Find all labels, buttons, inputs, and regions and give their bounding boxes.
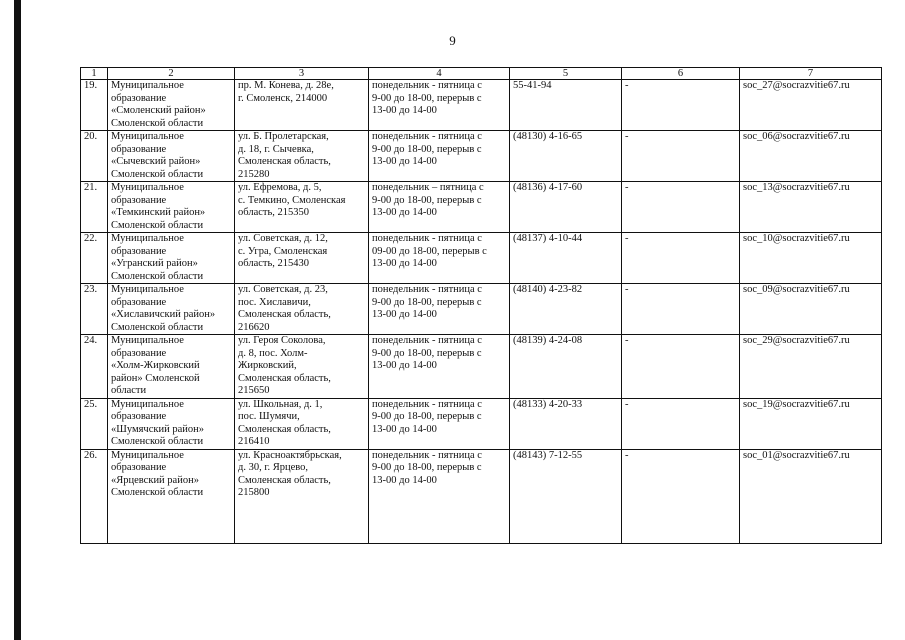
address-line: пос. Хиславичи, bbox=[238, 296, 311, 308]
table-row bbox=[81, 449, 882, 543]
address-line: ул. Советская, д. 12, bbox=[238, 233, 328, 244]
org-line: Муниципальное bbox=[111, 284, 184, 295]
hours-line: понедельник - пятница с bbox=[372, 80, 482, 91]
org-line: «Ярцевский район» bbox=[111, 474, 199, 486]
address-line: д. 30, г. Ярцево, bbox=[238, 462, 309, 473]
phone-cell: (48137) 4-10-44 bbox=[510, 233, 622, 284]
hours-cell bbox=[369, 80, 510, 131]
org-line: образование bbox=[111, 92, 167, 104]
address-cell bbox=[235, 335, 369, 399]
phone-cell: (48130) 4-16-65 bbox=[510, 131, 622, 182]
row-number-cell: 25. bbox=[81, 398, 108, 449]
hours-line: 13-00 до 14-00 bbox=[372, 309, 437, 320]
table-row bbox=[81, 80, 882, 131]
table-row bbox=[81, 284, 882, 335]
hours-line: понедельник - пятница с bbox=[372, 449, 482, 461]
table-row bbox=[81, 131, 882, 182]
hours-cell bbox=[369, 335, 510, 399]
hours-line: 09-00 до 18-00, перерыв с bbox=[372, 245, 487, 257]
org-line: Смоленской области bbox=[111, 321, 204, 333]
email-cell: soc_19@socrazvitie67.ru bbox=[740, 398, 882, 449]
org-cell bbox=[108, 182, 235, 233]
table-row bbox=[81, 398, 882, 449]
table-row bbox=[81, 335, 882, 399]
header-cell-7: 7 bbox=[740, 68, 882, 80]
hours-line: 13-00 до 14-00 bbox=[372, 105, 437, 116]
address-cell bbox=[235, 233, 369, 284]
address-line: Смоленская область, bbox=[238, 474, 331, 486]
hours-line: 13-00 до 14-00 bbox=[372, 360, 437, 371]
phone-cell: 55-41-94 bbox=[510, 80, 622, 131]
org-line: Смоленской области bbox=[111, 436, 204, 447]
org-line: «Угранский район» bbox=[111, 258, 198, 269]
contacts-table bbox=[80, 67, 882, 544]
address-line: д. 18, г. Сычевка, bbox=[238, 143, 314, 155]
column-6-cell: - bbox=[622, 449, 740, 543]
address-line: ул. Ефремова, д. 5, bbox=[238, 182, 322, 193]
hours-line: 9-00 до 18-00, перерыв с bbox=[372, 92, 482, 104]
address-line: 215800 bbox=[238, 487, 270, 498]
org-line: «Темкинский район» bbox=[111, 207, 206, 218]
address-line: Смоленская область, bbox=[238, 372, 331, 384]
org-line: «Шумячский район» bbox=[111, 423, 204, 435]
org-line: образование bbox=[111, 462, 167, 473]
row-number-cell: 22. bbox=[81, 233, 108, 284]
email-cell: soc_06@socrazvitie67.ru bbox=[740, 131, 882, 182]
org-cell bbox=[108, 398, 235, 449]
org-line: Смоленской области bbox=[111, 117, 204, 129]
row-number-cell: 20. bbox=[81, 131, 108, 182]
hours-line: понедельник - пятница с bbox=[372, 233, 482, 244]
hours-line: 13-00 до 14-00 bbox=[372, 474, 437, 486]
org-cell bbox=[108, 80, 235, 131]
email-cell: soc_09@socrazvitie67.ru bbox=[740, 284, 882, 335]
org-line: Муниципальное bbox=[111, 335, 184, 346]
hours-line: 13-00 до 14-00 bbox=[372, 423, 437, 435]
header-cell-2: 2 bbox=[108, 68, 235, 80]
address-cell bbox=[235, 284, 369, 335]
phone-cell: (48136) 4-17-60 bbox=[510, 182, 622, 233]
org-cell bbox=[108, 233, 235, 284]
org-cell bbox=[108, 284, 235, 335]
address-line: г. Смоленск, 214000 bbox=[238, 92, 328, 104]
org-line: Смоленской области bbox=[111, 219, 204, 231]
org-line: «Смоленский район» bbox=[111, 105, 206, 116]
address-cell bbox=[235, 449, 369, 543]
phone-cell: (48139) 4-24-08 bbox=[510, 335, 622, 399]
org-line: образование bbox=[111, 194, 167, 206]
hours-line: 9-00 до 18-00, перерыв с bbox=[372, 143, 482, 155]
hours-line: 13-00 до 14-00 bbox=[372, 258, 437, 269]
address-line: пр. М. Конева, д. 28е, bbox=[238, 80, 334, 91]
column-6-cell: - bbox=[622, 335, 740, 399]
email-cell: soc_27@socrazvitie67.ru bbox=[740, 80, 882, 131]
hours-cell bbox=[369, 398, 510, 449]
org-line: образование bbox=[111, 245, 167, 257]
hours-line: 9-00 до 18-00, перерыв с bbox=[372, 347, 482, 359]
org-line: образование bbox=[111, 296, 167, 308]
row-number-cell: 19. bbox=[81, 80, 108, 131]
header-cell-3: 3 bbox=[235, 68, 369, 80]
header-cell-6: 6 bbox=[622, 68, 740, 80]
email-cell: soc_13@socrazvitie67.ru bbox=[740, 182, 882, 233]
address-cell bbox=[235, 398, 369, 449]
page-edge-shadow bbox=[14, 0, 21, 640]
org-line: Смоленской области bbox=[111, 168, 204, 180]
org-line: Муниципальное bbox=[111, 449, 184, 461]
hours-cell bbox=[369, 284, 510, 335]
org-line: район» Смоленской bbox=[111, 372, 200, 384]
org-line: Муниципальное bbox=[111, 398, 184, 410]
hours-line: 9-00 до 18-00, перерыв с bbox=[372, 296, 482, 308]
hours-cell bbox=[369, 182, 510, 233]
phone-cell: (48133) 4-20-33 bbox=[510, 398, 622, 449]
hours-line: 9-00 до 18-00, перерыв с bbox=[372, 462, 482, 473]
address-line: 216410 bbox=[238, 436, 270, 447]
column-6-cell: - bbox=[622, 398, 740, 449]
address-line: Смоленская область, bbox=[238, 309, 331, 320]
address-line: с. Угра, Смоленская bbox=[238, 245, 328, 257]
org-line: образование bbox=[111, 411, 167, 422]
email-cell: soc_01@socrazvitie67.ru bbox=[740, 449, 882, 543]
column-6-cell: - bbox=[622, 182, 740, 233]
org-line: области bbox=[111, 385, 147, 396]
hours-line: понедельник - пятница с bbox=[372, 131, 482, 142]
org-line: образование bbox=[111, 347, 167, 359]
address-line: Смоленская область, bbox=[238, 423, 331, 435]
org-line: Муниципальное bbox=[111, 182, 184, 193]
table-row bbox=[81, 182, 882, 233]
hours-line: понедельник - пятница с bbox=[372, 335, 482, 346]
address-line: область, 215350 bbox=[238, 207, 310, 218]
hours-cell bbox=[369, 449, 510, 543]
address-line: с. Темкино, Смоленская bbox=[238, 194, 346, 206]
column-6-cell: - bbox=[622, 80, 740, 131]
header-row bbox=[81, 68, 882, 80]
address-cell bbox=[235, 80, 369, 131]
address-line: область, 215430 bbox=[238, 258, 310, 269]
org-line: «Холм-Жирковский bbox=[111, 360, 200, 371]
org-line: образование bbox=[111, 143, 167, 155]
hours-line: 13-00 до 14-00 bbox=[372, 207, 437, 218]
hours-cell bbox=[369, 131, 510, 182]
phone-cell: (48140) 4-23-82 bbox=[510, 284, 622, 335]
address-line: 215650 bbox=[238, 385, 270, 396]
hours-line: 13-00 до 14-00 bbox=[372, 156, 437, 167]
email-cell: soc_29@socrazvitie67.ru bbox=[740, 335, 882, 399]
org-line: Смоленской области bbox=[111, 270, 204, 282]
hours-line: понедельник - пятница с bbox=[372, 284, 482, 295]
address-line: Жирковский, bbox=[238, 360, 297, 371]
phone-cell: (48143) 7-12-55 bbox=[510, 449, 622, 543]
table-row bbox=[81, 233, 882, 284]
header-cell-1: 1 bbox=[81, 68, 108, 80]
row-number-cell: 23. bbox=[81, 284, 108, 335]
address-line: 216620 bbox=[238, 321, 270, 333]
hours-line: 9-00 до 18-00, перерыв с bbox=[372, 194, 482, 206]
org-cell bbox=[108, 335, 235, 399]
column-6-cell: - bbox=[622, 284, 740, 335]
org-line: Муниципальное bbox=[111, 131, 184, 142]
hours-line: понедельник - пятница с bbox=[372, 398, 482, 410]
address-line: ул. Героя Соколова, bbox=[238, 335, 326, 346]
hours-line: понедельник – пятница с bbox=[372, 182, 484, 193]
org-line: «Хиславичский район» bbox=[111, 309, 216, 320]
address-line: ул. Советская, д. 23, bbox=[238, 284, 328, 295]
email-cell: soc_10@socrazvitie67.ru bbox=[740, 233, 882, 284]
header-cell-5: 5 bbox=[510, 68, 622, 80]
address-line: д. 8, пос. Холм- bbox=[238, 347, 308, 359]
org-line: Смоленской области bbox=[111, 487, 204, 498]
org-cell bbox=[108, 131, 235, 182]
row-number-cell: 24. bbox=[81, 335, 108, 399]
org-cell bbox=[108, 449, 235, 543]
org-line: «Сычевский район» bbox=[111, 156, 201, 167]
address-line: ул. Красноактябрьская, bbox=[238, 449, 342, 461]
row-number-cell: 26. bbox=[81, 449, 108, 543]
column-6-cell: - bbox=[622, 131, 740, 182]
hours-line: 9-00 до 18-00, перерыв с bbox=[372, 411, 482, 422]
address-line: ул. Школьная, д. 1, bbox=[238, 398, 323, 410]
org-line: Муниципальное bbox=[111, 80, 184, 91]
address-line: Смоленская область, bbox=[238, 156, 331, 167]
address-cell bbox=[235, 131, 369, 182]
page-number: 9 bbox=[449, 33, 456, 48]
row-number-cell: 21. bbox=[81, 182, 108, 233]
org-line: Муниципальное bbox=[111, 233, 184, 244]
hours-cell bbox=[369, 233, 510, 284]
address-cell bbox=[235, 182, 369, 233]
address-line: 215280 bbox=[238, 168, 270, 180]
address-line: пос. Шумячи, bbox=[238, 411, 300, 422]
address-line: ул. Б. Пролетарская, bbox=[238, 131, 329, 142]
column-6-cell: - bbox=[622, 233, 740, 284]
header-cell-4: 4 bbox=[369, 68, 510, 80]
